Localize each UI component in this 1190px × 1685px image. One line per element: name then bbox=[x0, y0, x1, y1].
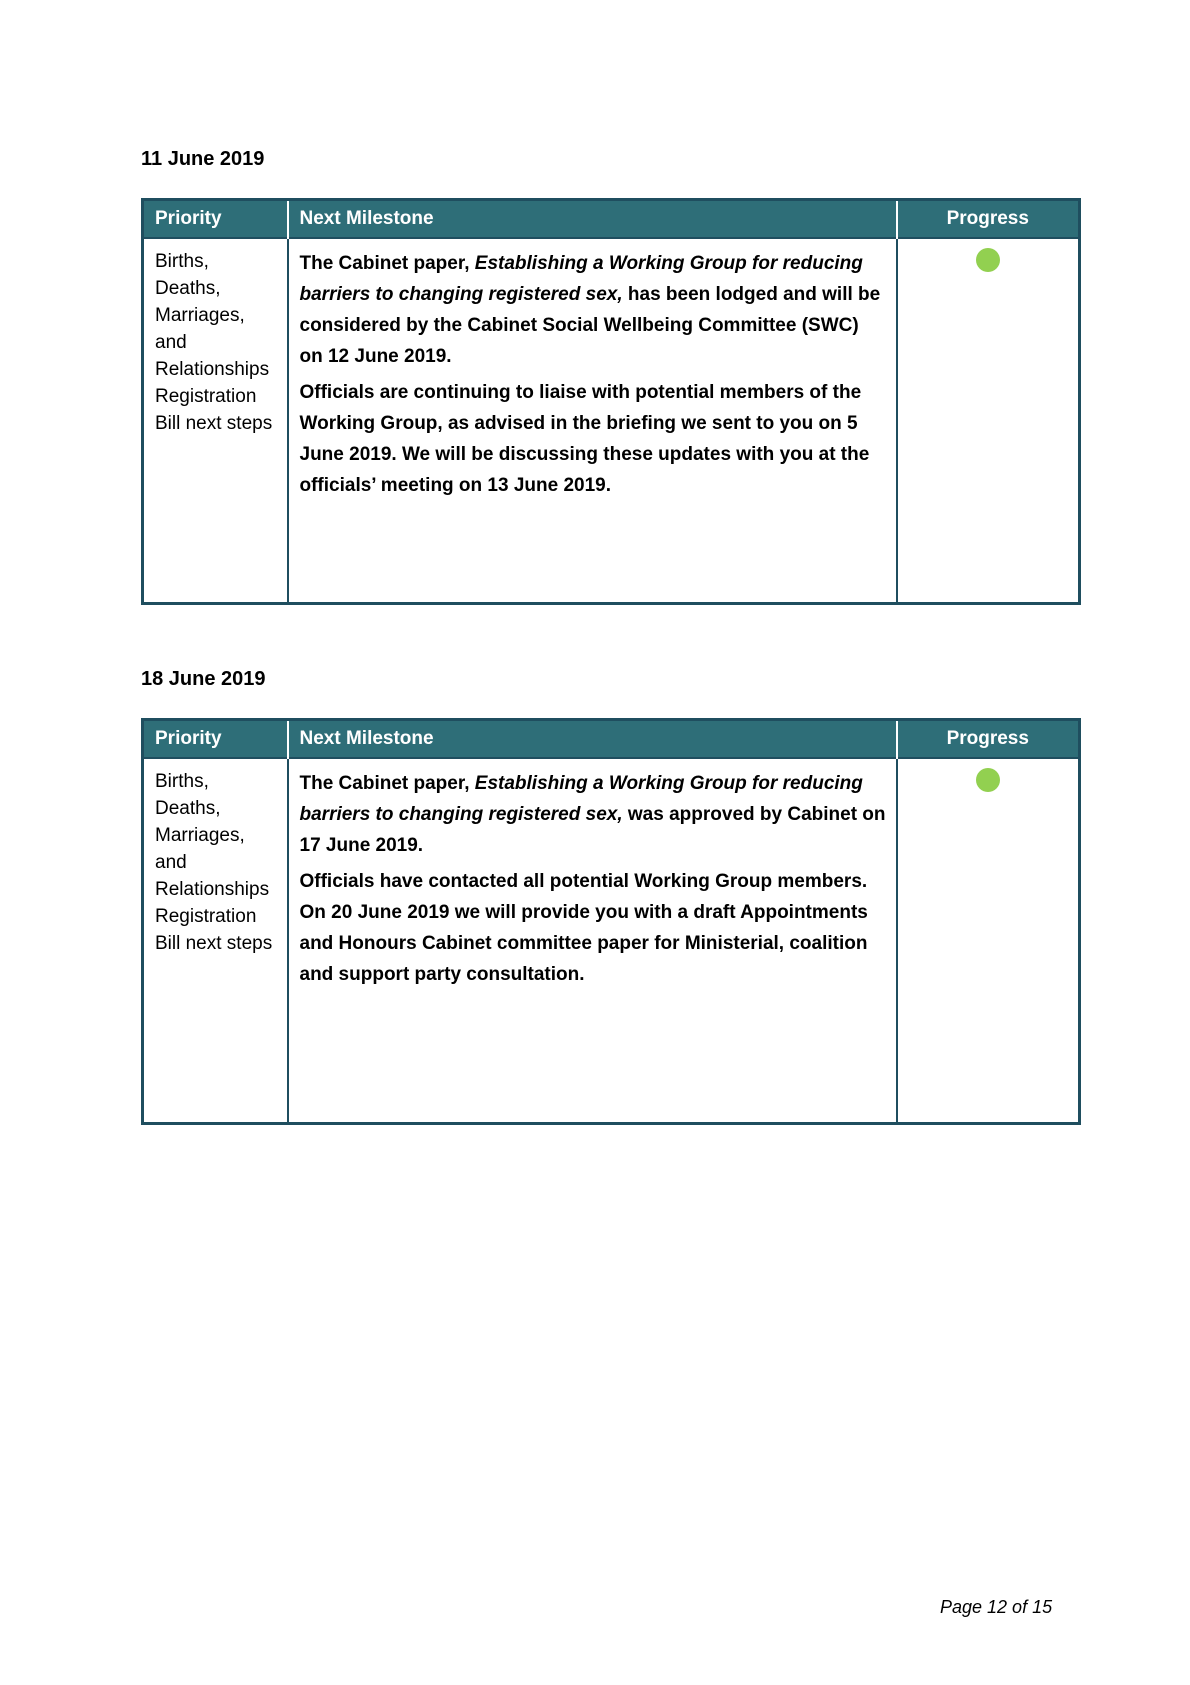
header-next-milestone: Next Milestone bbox=[288, 720, 897, 759]
table-row bbox=[143, 238, 1080, 604]
milestone-text: was approved by Cabinet on 17 June 2019. bbox=[299, 804, 886, 856]
status-dot-icon bbox=[976, 248, 1000, 272]
milestone-paragraph bbox=[300, 768, 886, 861]
header-priority: Priority bbox=[143, 200, 288, 239]
milestone-cell bbox=[288, 758, 897, 1124]
section-18-june bbox=[141, 667, 1078, 1125]
milestone-table bbox=[141, 718, 1081, 1125]
milestone-text: The Cabinet paper, bbox=[299, 773, 475, 794]
milestone-table bbox=[141, 198, 1081, 605]
header-priority: Priority bbox=[143, 720, 288, 759]
progress-cell bbox=[897, 758, 1080, 1124]
milestone-paragraph: Officials are continuing to liaise with potential members of the Working Group, as advised in the briefing we sent to you on 5 June 2019. We will be discussing these updates with you at the officials’ meeting on 13 June 2019. bbox=[299, 382, 870, 496]
milestone-text: has been lodged and will be considered by the Cabinet Social Wellbeing Committee (SWC) on 12 June 2019. bbox=[299, 284, 881, 367]
paper-title: Establishing a Working Group for reducing barriers to changing registered sex, bbox=[299, 253, 863, 305]
section-date: 18 June 2019 bbox=[141, 668, 266, 690]
table-header-row bbox=[143, 200, 1080, 239]
milestone-cell bbox=[288, 238, 897, 604]
milestone-paragraph: Officials have contacted all potential Working Group members. On 20 June 2019 we will provide you with a draft Appointments and Honours Cabinet committee paper for Ministerial, coalition and support party consultation. bbox=[299, 871, 868, 985]
page-number: Page 12 of 15 bbox=[940, 1597, 1053, 1617]
status-dot-icon bbox=[976, 768, 1000, 792]
milestone-paragraph bbox=[300, 248, 886, 372]
priority-cell: Births, Deaths, Marriages, and Relationships Registration Bill next steps bbox=[143, 758, 288, 1124]
progress-cell bbox=[897, 238, 1080, 604]
section-11-june bbox=[141, 147, 1078, 605]
header-progress: Progress bbox=[897, 720, 1080, 759]
section-date: 11 June 2019 bbox=[141, 148, 265, 170]
table-header-row bbox=[143, 720, 1080, 759]
table-row bbox=[143, 758, 1080, 1124]
paper-title: Establishing a Working Group for reducing barriers to changing registered sex, bbox=[299, 773, 863, 825]
priority-cell: Births, Deaths, Marriages, and Relationships Registration Bill next steps bbox=[143, 238, 288, 604]
header-progress: Progress bbox=[897, 200, 1080, 239]
header-next-milestone: Next Milestone bbox=[288, 200, 897, 239]
milestone-text: The Cabinet paper, bbox=[299, 253, 475, 274]
